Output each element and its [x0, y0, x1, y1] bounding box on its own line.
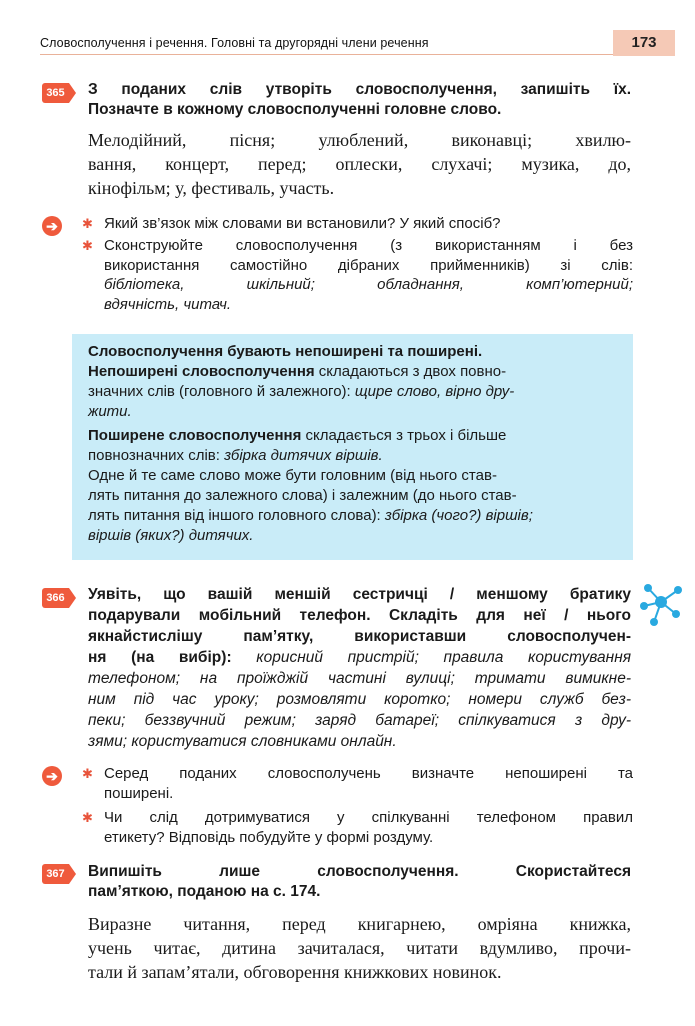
task-bold: ня (на вибір):	[88, 649, 257, 666]
rule-example: збірка (чого?) віршів;	[384, 507, 533, 524]
exercise-365-task	[88, 80, 631, 120]
task-line: якнайстислішу пам’ятку, використавши словосполучен-	[88, 628, 631, 645]
task-line: зями; користуватися словниками онлайн.	[88, 733, 397, 750]
question-line: бібліотека, шкільний; обладнання, комп’ютерний;	[104, 276, 633, 293]
words-line: Виразне читання, перед книгарнею, омріяна книжка,	[88, 914, 631, 934]
question-line: етикету? Відповідь побудуйте у формі роздуму.	[104, 828, 434, 846]
page-header	[40, 30, 675, 58]
rule-paragraph	[88, 426, 620, 466]
asterisk-bullet-icon: ✱	[82, 216, 93, 231]
header-divider	[40, 54, 640, 55]
question-line: Серед поданих словосполучень визначте непоширені та	[104, 765, 633, 782]
exercise-366-task	[88, 584, 631, 752]
question-text: Який зв’язок між словами ви встановили? У який спосіб?	[104, 215, 501, 232]
task-line: подарували мобільний телефон. Складіть для неї / нього	[88, 607, 631, 624]
molecule-network-icon	[636, 580, 686, 630]
arrow-right-icon: ➔	[42, 216, 62, 236]
header-title: Словосполучення і речення. Головні та другорядні члени речення	[40, 36, 429, 50]
words-line: учень читає, дитина зачиталася, читати вдумливо, прочи-	[88, 938, 631, 958]
rule-text: лять питання від іншого головного слова):	[88, 507, 385, 524]
words-line: кінофільм; у, фестиваль, участь.	[88, 178, 335, 198]
asterisk-bullet-icon: ✱	[82, 810, 93, 825]
task-line: пам’яткою, поданою на с. 174.	[88, 883, 321, 900]
question-text	[104, 764, 633, 803]
task-line	[88, 647, 631, 668]
words-line: вання, концерт, перед; оплески, слухачі; музика, до,	[88, 154, 631, 174]
exercise-366-badge: 366	[42, 588, 69, 608]
exercise-367-badge: 367	[42, 864, 69, 884]
words-line: тали й запам’ятали, обговорення книжкових новинок.	[88, 962, 502, 982]
asterisk-bullet-icon: ✱	[82, 238, 93, 253]
task-line: Випишіть лише словосполучення. Скористайтеся	[88, 863, 631, 880]
rule-box	[72, 334, 633, 560]
exercise-365-badge: 365	[42, 83, 69, 103]
rule-paragraph	[88, 362, 620, 422]
rule-heading: Словосполучення бувають непоширені та поширені.	[88, 343, 483, 360]
task-line: Позначте в кожному словосполученні головне слово.	[88, 101, 502, 118]
task-line: пеки; беззвучний режим; заряд батареї; спілкуватися з дру-	[88, 712, 631, 729]
arrow-right-icon: ➔	[42, 766, 62, 786]
rule-example: жити.	[88, 403, 132, 420]
task-line: ним під час уроку; розмовляти коротко; номери служб без-	[88, 691, 631, 708]
rule-text: складаються з двох повно-	[314, 363, 507, 380]
exercise-365-words	[88, 128, 631, 200]
rule-text: складається з трьох і більше	[301, 427, 507, 444]
task-italic: корисний пристрій; правила користування	[256, 649, 631, 666]
rule-term: Непоширені словосполучення	[88, 363, 315, 380]
question-line: вдячність, читач.	[104, 295, 232, 313]
rule-text: значних слів (головного й залежного):	[88, 383, 355, 400]
rule-text: лять питання до залежного слова) і залежним (до нього став-	[88, 487, 517, 504]
question-item	[82, 236, 633, 314]
exercise-367-task	[88, 862, 631, 902]
rule-example: віршів (яких?) дитячих.	[88, 527, 254, 544]
question-text	[104, 236, 633, 314]
task-line: З поданих слів утворіть словосполучення, запишіть їх.	[88, 81, 631, 98]
question-line: Сконструюйте словосполучення (з використанням і без	[104, 237, 633, 254]
rule-example: щире слово, вірно дру-	[354, 383, 515, 400]
task-line: телефоном; на проїжджій частині вулиці; тримати вимикне-	[88, 670, 631, 687]
question-item	[82, 214, 633, 234]
words-line: Мелодійний, пісня; улюблений, виконавці; хвилю-	[88, 130, 631, 150]
question-item	[82, 764, 633, 803]
exercise-367-words	[88, 912, 631, 984]
question-line: Чи слід дотримуватися у спілкуванні телефоном правил	[104, 809, 633, 826]
question-text	[104, 808, 633, 847]
rule-term: Поширене словосполучення	[88, 427, 302, 444]
question-item	[82, 808, 633, 847]
question-line: поширені.	[104, 784, 174, 802]
rule-text: Одне й те саме слово може бути головним (від нього став-	[88, 467, 497, 484]
rule-example: збірка дитячих віршів.	[224, 447, 383, 464]
rule-paragraph	[88, 466, 620, 546]
question-line: використання самостійно дібраних прийменників) зі слів:	[104, 256, 633, 274]
page-number: 173	[613, 30, 675, 56]
task-line: Уявіть, що вашій меншій сестричці / меншому братику	[88, 586, 631, 603]
rule-text: повнозначних слів:	[88, 447, 225, 464]
asterisk-bullet-icon: ✱	[82, 766, 93, 781]
